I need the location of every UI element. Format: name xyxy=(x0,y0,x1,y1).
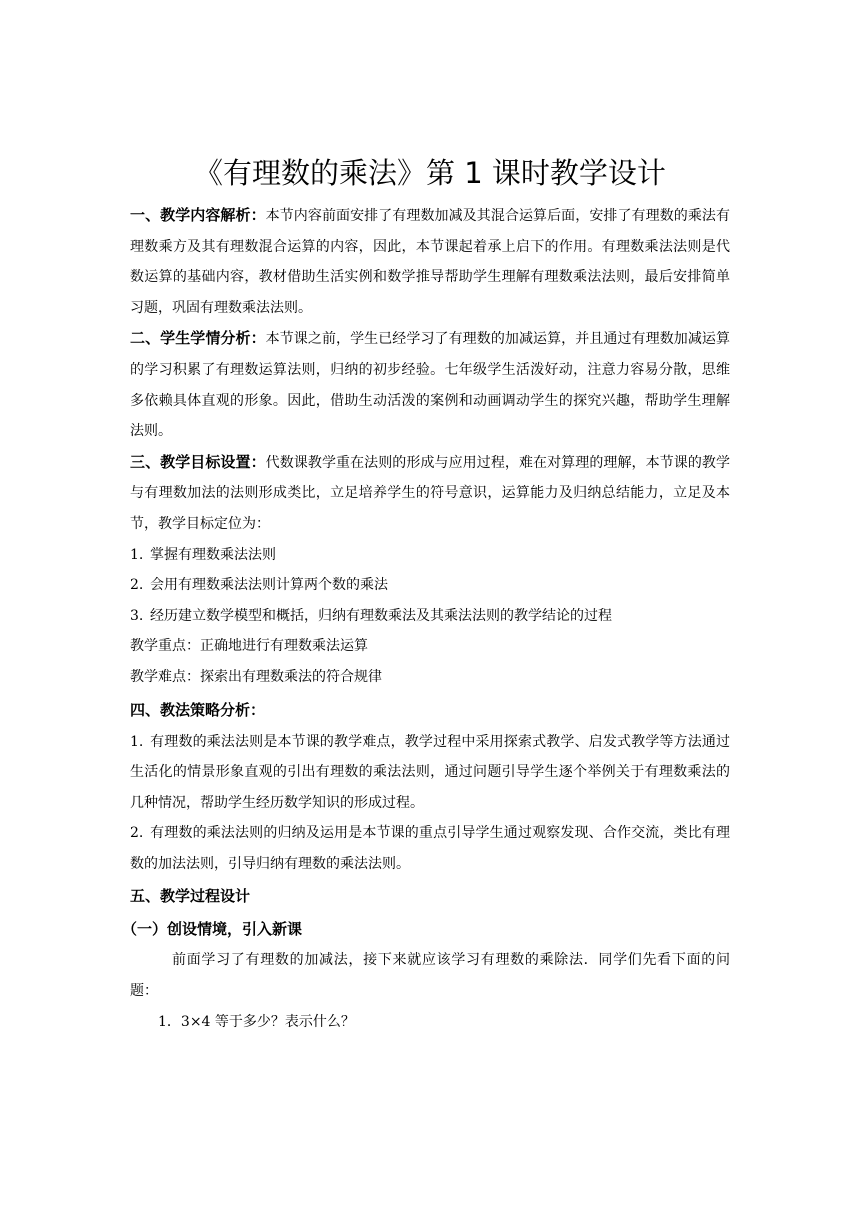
list-text: 掌握有理数乘法法则 xyxy=(150,546,276,563)
list-text: 会用有理数乘法法则计算两个数的乘法 xyxy=(150,577,388,594)
section-heading: 一、教学内容解析： xyxy=(130,206,266,224)
section-content-analysis xyxy=(130,200,730,323)
list-text: 经历建立数学模型和概括，归纳有理数乘法及其乘法法则的教学结论的过程 xyxy=(150,607,612,624)
section-objectives xyxy=(130,447,730,540)
list-number: 2. xyxy=(130,825,144,842)
section-text: 代数课教学重在法则的形成与应用过程，难在对算理的理解，本节课的教学与有理数加法的法则形成类比，立足培养学生的符号意识，运算能力及归纳总结能力，立足及本节，教学目标定位为： xyxy=(130,454,730,532)
list-number: 2. xyxy=(130,577,144,594)
list-text: 有理数的乘法法则的归纳及运用是本节课的重点引导学生通过观察发现、合作交流，类比有理数的加法法则，引导归纳有理数的乘法法则。 xyxy=(130,825,730,872)
list-item xyxy=(130,601,730,632)
section-heading-process: 五、教学过程设计 xyxy=(130,887,251,906)
list-item xyxy=(130,818,730,879)
section-text: 本节课之前，学生已经学习了有理数的加减运算，并且通过有理数加减运算的学习积累了有理数运算法则，归纳的初步经验。七年级学生活泼好动，注意力容易分散，思维多依赖具体直观的形象。因此，借助生动活泼的案例和动画调动学生的探究兴趣，帮助学生理解法则。 xyxy=(130,331,730,440)
section-heading: 三、教学目标设置： xyxy=(130,452,266,471)
key-point: 教学重点：正确地进行有理数乘法运算 xyxy=(130,638,368,655)
question-item: 1．3×4 等于多少？表示什么？ xyxy=(158,1013,355,1030)
paragraph: 前面学习了有理数的加减法，接下来就应该学习有理数的乘除法．同学们先看下面的问题： xyxy=(130,952,730,1000)
document-title: 《有理数的乘法》第 1 课时教学设计 xyxy=(194,156,666,190)
list-number: 1. xyxy=(130,546,144,563)
list-number: 1. xyxy=(130,733,144,750)
list-item xyxy=(130,727,730,819)
section-heading-strategy: 四、教法策略分析： xyxy=(130,700,266,719)
subsection-heading: （一）创设情境，引入新课 xyxy=(122,920,303,939)
section-text: 本节内容前面安排了有理数加减及其混合运算后面，安排了有理数的乘法有理数乘方及其有理数混合运算的内容，因此，本节课起着承上启下的作用。有理数乘法法则是代数运算的基础内容，教材借助生活实例和数学推导帮助学生理解有理数乘法法则，最后安排简单习题，巩固有理数乘法法则。 xyxy=(130,208,730,316)
document-body xyxy=(122,200,730,1037)
list-item xyxy=(130,570,730,601)
list-text: 有理数的乘法法则是本节课的教学难点，教学过程中采用探索式教学、启发式教学等方法通过生活化的情景形象直观的引出有理数的乘法法则，通过问题引导学生逐个举例关于有理数乘法的几种情况，帮助学生经历数学知识的形成过程。 xyxy=(130,733,730,811)
section-heading: 二、学生学情分析： xyxy=(130,329,266,348)
difficulty-point: 教学难点：探索出有理数乘法的符合规律 xyxy=(130,668,382,685)
list-item xyxy=(130,540,730,571)
section-student-analysis xyxy=(130,323,730,446)
list-number: 3. xyxy=(130,607,144,624)
